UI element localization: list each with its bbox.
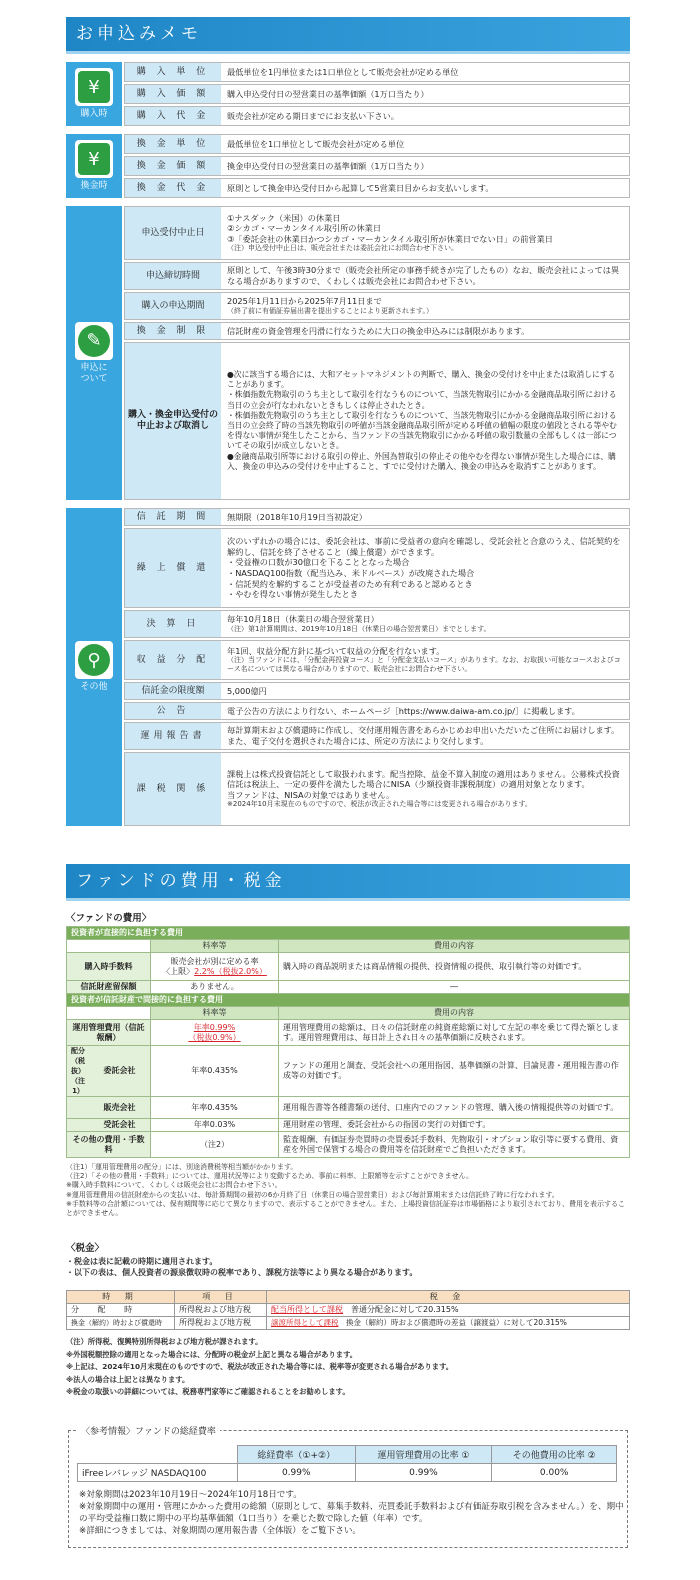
tax-note: （注）所得税、復興特別所得税および地方税が課されます。 — [66, 1337, 263, 1346]
other-fee-rate: （注2） — [151, 1132, 279, 1158]
reference-notes — [79, 1489, 627, 1537]
reference-box — [68, 1427, 628, 1548]
mgmt-fee-rate-1: 年率0.99% — [193, 1022, 236, 1032]
purchase-price-label: 購 入 価 額 — [125, 85, 221, 103]
purchase-price-value: 購入申込受付日の翌営業日の基準価額（1万口当たり） — [227, 88, 429, 99]
exchange-icon-column — [66, 134, 122, 198]
suspension-day-1: ①ナスダック（米国）の休業日 — [227, 212, 341, 223]
exchange-unit-label: 換 金 単 位 — [125, 135, 221, 153]
ratio-other: 0.00% — [492, 1464, 617, 1482]
tax-bullet-1: ・税金は表に記載の時期に適用されます。 — [66, 1257, 218, 1266]
public-notice-value: 電子公告の方法により行ない、ホームページ［https://www.daiwa-am.co.jp/］に掲載します。 — [227, 705, 580, 716]
settlement-date-value: 毎年10月18日（休業日の場合翌営業日） — [227, 614, 379, 625]
alloc-1-label: 委託会社 — [103, 1066, 136, 1075]
buy-fee-rate-2: 〈上限〉 — [162, 966, 195, 976]
exchange-person-icon: ¥ — [78, 143, 110, 175]
fees-notes — [66, 1163, 630, 1218]
purchase-unit-label: 購 入 単 位 — [125, 63, 221, 81]
other-block — [66, 508, 630, 826]
suspension-day-3: ③「委託会社の休業日かつシカゴ・マーカンタイル取引所が休業日でない日」の前営業日 — [227, 233, 553, 244]
trust-period-value: 無期限（2018年10月19日当初設定） — [227, 511, 367, 522]
tax-bullet-2: ・以下の表は、個人投資者の源泉徴収時の税率であり、課税方法等により異なる場合があります。 — [66, 1268, 418, 1277]
settlement-date-note: （注）第1計算期間は、2019年10月18日（休業日の場合翌営業日）までとします。 — [227, 624, 491, 633]
tax-note: ※税金の取扱いの詳細については、税務専門家等にご確認されることをお勧めします。 — [66, 1387, 350, 1397]
purchase-person-icon: ¥ — [78, 71, 110, 103]
settlement-date-label: 決 算 日 — [125, 611, 221, 637]
other-icon-label: その他 — [80, 682, 108, 692]
tax-header-item: 項 目 — [175, 1291, 267, 1304]
fees-note: ※手数料等の合計額については、保有期間等に応じて異なりますので、表示することができません。また、上場投資信託証券は市場価格により取引されており、費用を表示することができません。 — [66, 1199, 626, 1218]
early-redemption-label: 繰 上 償 還 — [125, 529, 221, 607]
reference-note: ※対象期間中の運用・管理にかかった費用の総額（原則として、募集手数料、売買委託手数料および有価証券取引税を含みません。）を、期中の平均受益権口数に期中の平均基準価額（1口当り）を乗じた数で除した値（年率）です。 — [79, 1502, 624, 1524]
fees-note: ※運用管理費用の信託財産からの支払いは、毎計算期間の最初の6か月終了日（休業日の場合翌営業日）および毎計算期末または信託終了時に行なわれます。 — [66, 1190, 559, 1199]
reference-note: ※詳細につきましては、対象期間の運用報告書（全体版）をご覧下さい。 — [79, 1526, 362, 1536]
tax-note: ※法人の場合は上記とは異なります。 — [66, 1374, 190, 1384]
taxation-value: 課税上は株式投資信託として取扱われます。配当控除、益金不算入制度の適用はありません。公募株式投資信託は税法上、一定の要件を満たした場合にNISA（少額投資非課税制度）の適用対象となります。 — [227, 768, 620, 790]
cancellation-bullet-4: ●金融商品取引所等における取引の停止、外国為替取引の停止その他やむを得ない事情が発生した場合には、購入、換金の申込みの受付けを中止すること、すでに受付けた購入、換金の申込みを取消すことがあります。 — [227, 451, 616, 471]
application-icon-column — [66, 206, 122, 500]
purchase-unit-value: 最低単位を1円単位または1口単位として販売会社が定める単位 — [227, 66, 459, 77]
ratio-header-other: その他費用の比率 ② — [492, 1446, 617, 1464]
application-period-value: 2025年1月11日から2025年7月11日まで — [227, 296, 382, 307]
cancellation-bullet-3: ・株価指数先物取引のうち主として取引を行なうものについて、当該先物取引にかかる金融商品取引所における当日の立会終了時の当該先物取引の呼値が当該金融商品取引所が定める呼値の値幅の限度の値段とされる等やむを得ない事情が発生したことから、当ファンドの当該先物取引にかかる呼値の取引数量の全部もしくは一部についてその取引が成立しないとき。 — [227, 410, 617, 451]
tax-r1-item: 所得税および地方税 — [175, 1304, 267, 1317]
other-fee-desc: 監査報酬、有価証券売買時の売買委託手数料、先物取引・オプション取引等に要する費用、資産を外国で保管する場合の費用等を信託財産でご負担いただきます。 — [279, 1132, 630, 1158]
purchase-icon-column — [66, 62, 122, 126]
early-redemption-item-3: ・信託契約を解約することが受益者のため有利であると認めるとき — [227, 578, 473, 589]
reference-title: 〈参考情報〉ファンドの総経費率 — [77, 1424, 220, 1437]
section-title-fees-taxes: ファンドの費用・税金 — [66, 864, 630, 898]
rate-header-2: 料率等 — [151, 1007, 279, 1020]
distribution-note: （注）当ファンドには、「分配金再投資コース」と「分配金支払いコース」があります。なお、お取扱い可能なコースおよびコース名については異なる場合がありますので、販売会社にお問合わせ下さい。 — [227, 656, 621, 674]
tax-r1-value: 普通分配金に対して20.315% — [351, 1305, 459, 1314]
fees-subtitle: 〈ファンドの費用〉 — [66, 913, 152, 924]
purchase-payment-value: 販売会社が定める期日までにお支払い下さい。 — [227, 110, 399, 121]
fees-note: （注1）「運用管理費用の配分」には、別途消費税等相当額がかかります。 — [66, 1163, 298, 1171]
other-icon-column — [66, 508, 122, 826]
rate-header-1: 料率等 — [151, 940, 279, 953]
alloc-2-rate: 年率0.435% — [151, 1097, 279, 1119]
cancellation-bullet-1: ●次に該当する場合には、大和アセットマネジメントの判断で、購入、換金の受付けを中止または取消しにすることがあります。 — [227, 369, 616, 390]
exchange-icon-label: 換金時 — [80, 181, 108, 191]
exchange-unit-value: 最低単位を1口単位として販売会社が定める単位 — [227, 138, 405, 149]
tax-r1-tag: 配当所得として課税 — [271, 1305, 343, 1314]
deadline-label: 申込締切時間 — [125, 263, 221, 289]
purchase-icon-label: 購入時 — [80, 109, 108, 119]
suspension-days-label: 申込受付中止日 — [125, 207, 221, 259]
application-period-label: 購入の申込期間 — [125, 293, 221, 319]
deadline-value: 原則として、午後3時30分まで（販売会社所定の事務手続きが完了したもの）なお、販売会社によっては異なる場合がありますので、くわしくは販売会社にお問合わせ下さい。 — [227, 265, 620, 286]
mgmt-fee-desc: 運用管理費用の総額は、日々の信託財産の純資産総額に対して左記の率を乗じて得た額とします。運用管理費用は、毎日計上され日々の基準価額に反映されます。 — [279, 1020, 630, 1046]
section-title-application-memo: お申込みメモ — [66, 17, 630, 51]
exchange-payment-label: 換 金 代 金 — [125, 179, 221, 197]
tax-table — [66, 1290, 630, 1330]
direct-costs-header: 投資者が直接的に負担する費用 — [67, 927, 630, 940]
tax-r2-item: 所得税および地方税 — [175, 1317, 267, 1330]
application-block — [66, 206, 630, 500]
report-label: 運用報告書 — [125, 723, 221, 749]
alloc-3-label: 受託会社 — [67, 1119, 151, 1132]
ratio-mgmt: 0.99% — [355, 1464, 492, 1482]
trust-limit-value: 5,000億円 — [227, 685, 267, 696]
suspension-day-2: ②シカゴ・マーカンタイル取引所の休業日 — [227, 223, 382, 234]
taxation-nisa: 当ファンドは、NISAの対象ではありません。 — [227, 789, 395, 800]
tax-subtitle: 〈税金〉 — [66, 1243, 105, 1254]
alloc-3-rate: 年率0.03% — [151, 1119, 279, 1132]
tax-r2-value: 換金（解約）時および償還時の差益（譲渡益）に対して20.315% — [346, 1318, 567, 1327]
desc-header-1: 費用の内容 — [279, 940, 630, 953]
cancellation-bullet-2: ・株価指数先物取引のうち主として取引を行なうものについて、当該先物取引にかかる金融商品取引所における当日の立会が行なわれないときもしくは停止されたとき。 — [227, 390, 617, 410]
trust-limit-label: 信託金の限度額 — [125, 683, 221, 699]
mgmt-fee-label: 運用管理費用（信託報酬） — [67, 1020, 151, 1046]
reserve-rate: ありません。 — [151, 981, 279, 994]
desc-header-2: 費用の内容 — [279, 1007, 630, 1020]
taxation-note: ※2024年10月末現在のものですので、税法が改正された場合等には変更される場合があります。 — [227, 800, 532, 809]
application-icon-label: 申込に ついて — [80, 362, 108, 384]
purchase-payment-label: 購 入 代 金 — [125, 107, 221, 125]
exchange-block — [66, 134, 630, 198]
tax-r2-tag: 譲渡所得として課税 — [271, 1318, 339, 1327]
reserve-desc: ― — [279, 981, 630, 994]
tax-header-time: 時 期 — [67, 1291, 175, 1304]
mgmt-fee-rate-2: （税抜0.9%） — [188, 1032, 241, 1042]
reserve-label: 信託財産留保額 — [67, 981, 151, 994]
fees-note: ※購入時手数料について、くわしくは販売会社にお問合わせ下さい。 — [66, 1181, 282, 1190]
buy-fee-desc: 購入時の商品説明または商品情報の提供、投資情報の提供、取引執行等の対価です。 — [279, 953, 630, 981]
allocation-label: 配分（税抜）（注1） — [71, 1047, 85, 1095]
trust-period-label: 信 託 期 間 — [125, 509, 221, 525]
purchase-block — [66, 62, 630, 126]
ratio-header-total: 総経費率（①+②） — [238, 1446, 356, 1464]
alloc-2-label: 販売会社 — [67, 1097, 151, 1119]
tax-notes — [66, 1336, 630, 1399]
early-redemption-item-4: ・やむを得ない事情が発生したとき — [227, 589, 359, 600]
alloc-2-desc: 運用報告書等各種書類の送付、口座内でのファンドの管理、購入後の情報提供等の対価です。 — [279, 1097, 630, 1119]
fees-table — [66, 926, 630, 1158]
ratio-header-mgmt: 運用管理費用の比率 ① — [355, 1446, 492, 1464]
pencil-icon: ✎ — [78, 325, 110, 357]
indirect-costs-header: 投資者が信託財産で間接的に負担する費用 — [67, 994, 630, 1007]
expense-ratio-table — [77, 1445, 617, 1482]
paperclip-icon: ⚲ — [78, 644, 110, 676]
report-value: 毎計算期末および償還時に作成し、交付運用報告書をあらかじめお申出いただいたご住所にお届けします。また、電子交付を選択された場合には、所定の方法により交付します。 — [227, 725, 620, 746]
exchange-price-value: 換金申込受付日の翌営業日の基準価額（1万口当たり） — [227, 160, 429, 171]
buy-fee-rate-3: 2.2%（税抜2.0%） — [194, 966, 267, 976]
buy-fee-label: 購入時手数料 — [67, 953, 151, 981]
taxation-label: 課 税 関 係 — [125, 753, 221, 825]
tax-r1-time: 分 配 時 — [67, 1304, 175, 1317]
cancellation-label: 購入・換金申込受付の中止および取消し — [125, 343, 221, 499]
tax-header-tax: 税 金 — [267, 1291, 630, 1304]
application-period-note: （終了前に有価証券届出書を提出することにより更新されます。） — [227, 306, 433, 315]
early-redemption-value: 次のいずれかの場合には、委託会社は、事前に受益者の意向を確認し、受託会社と合意のうえ、信託契約を解約し、信託を終了させること（繰上償還）ができます。 — [227, 536, 621, 557]
public-notice-label: 公 告 — [125, 703, 221, 719]
alloc-3-desc: 運用財産の管理、委託会社からの指図の実行の対価です。 — [279, 1119, 630, 1132]
tax-note: ※上記は、2024年10月末現在のものですので、税法が改正された場合等には、税率等が変更される場合があります。 — [66, 1362, 454, 1372]
reference-note: ※対象期間は2023年10月19日～2024年10月18日です。 — [79, 1490, 302, 1500]
fees-note: （注2）「その他の費用・手数料」については、運用状況等により変動するため、事前に料率、上限額等を示すことができません。 — [66, 1172, 473, 1181]
alloc-1-rate: 年率0.435% — [151, 1046, 279, 1097]
other-fee-label: その他の費用・手数料 — [67, 1132, 151, 1158]
fund-name: iFreeレバレッジ NASDAQ100 — [78, 1464, 238, 1482]
suspension-note: （注）申込受付中止日は、販売会社または委託会社にお問合わせ下さい。 — [227, 244, 458, 253]
buy-fee-rate-1: 販売会社が別に定める率 — [170, 956, 259, 966]
early-redemption-item-1: ・受益権の口数が30億口を下ることとなった場合 — [227, 557, 410, 568]
exchange-price-label: 換 金 価 額 — [125, 157, 221, 175]
exchange-payment-value: 原則として換金申込受付日から起算して5営業日目からお支払いします。 — [227, 182, 494, 193]
exchange-limit-value: 信託財産の資金管理を円滑に行なうために大口の換金申込みには制限があります。 — [227, 325, 530, 336]
early-redemption-item-2: ・NASDAQ100指数（配当込み、米ドルベース）が改廃された場合 — [227, 568, 475, 578]
distribution-value: 年1回、収益分配方針に基づいて収益の分配を行ないます。 — [227, 645, 445, 656]
exchange-limit-label: 換 金 制 限 — [125, 323, 221, 339]
distribution-label: 収 益 分 配 — [125, 641, 221, 679]
alloc-1-desc: ファンドの運用と調査、受託会社への運用指図、基準価額の計算、目論見書・運用報告書の作成等の対価です。 — [279, 1046, 630, 1097]
tax-r2-time: 換金（解約）時および償還時 — [67, 1317, 175, 1330]
ratio-total: 0.99% — [238, 1464, 356, 1482]
tax-note: ※外国税額控除の適用となった場合には、分配時の税金が上記と異なる場合があります。 — [66, 1349, 358, 1359]
